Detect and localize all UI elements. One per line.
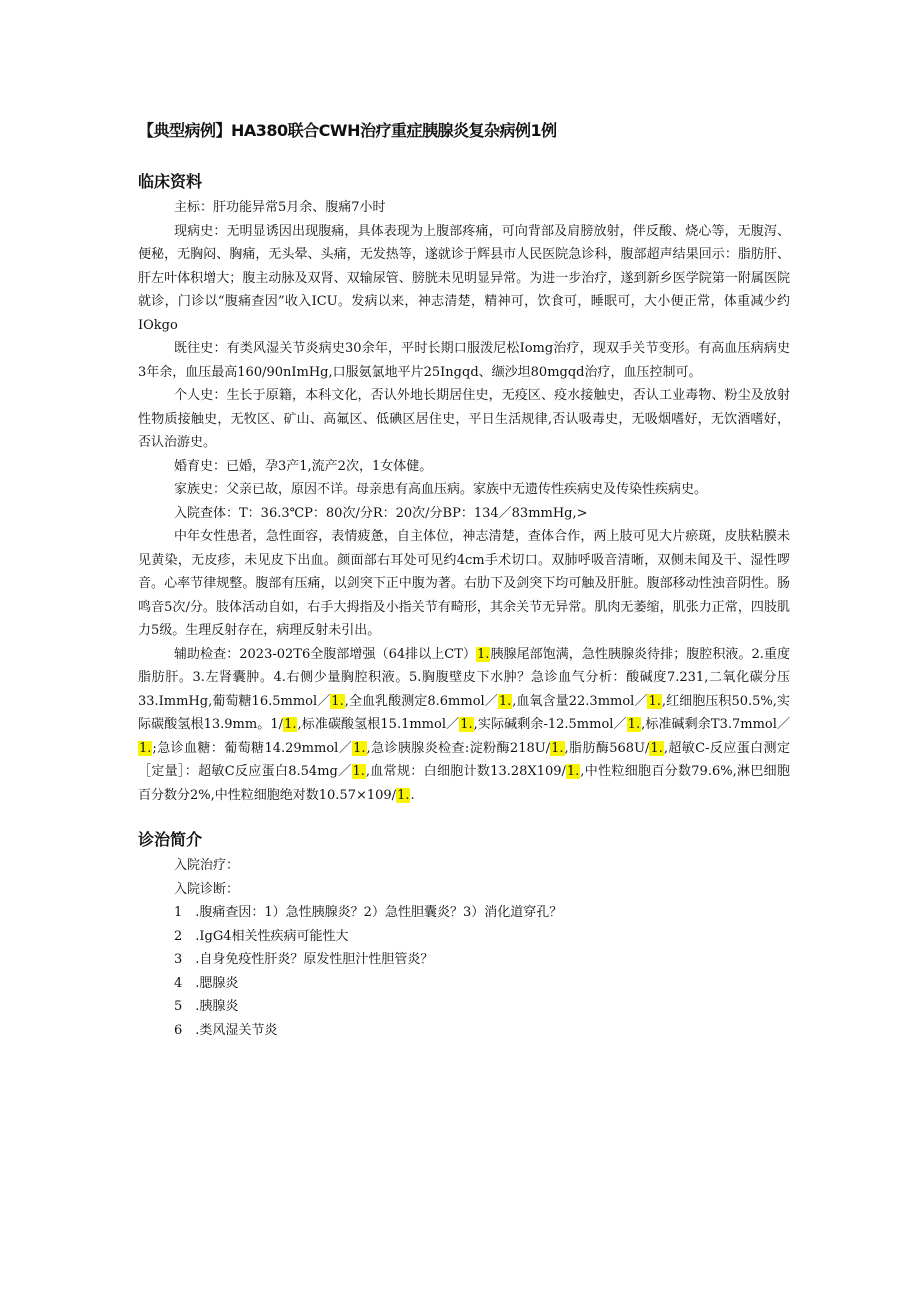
aux-exam-text: ,实际碱剩余-12.5mmol／ [473, 717, 627, 732]
diagnosis-item: 2 .IgG4相关性疾病可能性大 [174, 928, 349, 944]
admission-exam: 入院查体：T：36.3℃P：80次/分R：20次/分BP：134／83mmHg,> [174, 505, 588, 521]
highlighted-unit: 1. [648, 693, 661, 709]
highlighted-unit: 1. [627, 717, 641, 732]
highlighted-unit: 1. [139, 740, 152, 756]
diagnosis-item: 5 .胰腺炎 [174, 999, 239, 1014]
aux-exam-text: ,血氧含量22.3mmol／ [512, 693, 648, 709]
clinical-data-body [138, 196, 790, 807]
diagnosis-item: 4 .腮腺炎 [174, 975, 239, 991]
aux-exam-text: ,急诊胰腺炎检查:淀粉酶218U/ [366, 740, 551, 756]
diagnosis-item: 1 .腹痛查因：1）急性胰腺炎？2）急性胆囊炎？3）消化道穿孔？ [174, 905, 563, 920]
past-history: 既往史：有类风湿关节炎病史30余年，平时长期口服泼尼松Iomg治疗，现双手关节变形。有高血压病病史3年余，血压最高160/90nImHg,口服氨氯地平片25Ingqd、缬沙坦80mgqd治疗，血压控制可。 [138, 341, 790, 380]
highlighted-unit: 1. [352, 764, 365, 779]
highlighted-unit: 1. [477, 646, 490, 662]
aux-exam-text: ,血常规：白细胞计数13.28X109/ [365, 764, 566, 779]
highlighted-unit: 1. [566, 764, 580, 779]
highlighted-unit: 1. [353, 740, 366, 756]
aux-exam-text: ,标准碱剩余T3.7mmol／ [641, 717, 790, 732]
aux-exam-text: 辅助检查：2023-02T6全腹部增强（64排以上CT） [174, 646, 477, 662]
highlighted-unit: 1. [460, 717, 473, 732]
highlighted-unit: 1. [284, 717, 297, 732]
aux-exam-text: ,红细胞压积50.5%,实际碳酸氢根13.9mm。1/ [138, 693, 790, 732]
aux-exam-text: ,超敏C-反应蛋白测定［定量］：超敏C反应蛋白8.54mg／ [138, 740, 790, 779]
treatment-summary-body [138, 854, 790, 1042]
highlighted-unit: 1. [397, 787, 410, 803]
aux-exam-text: ;急诊血糖：葡萄糖14.29mmol／ [152, 740, 353, 756]
marital-history: 婚育史：已婚，孕3产1,流产2次，1女体健。 [174, 458, 433, 474]
admission-treatment-label: 入院治疗： [174, 858, 240, 873]
diagnosis-item: 6 .类风湿关节炎 [174, 1022, 278, 1038]
aux-exam-text: ,标准碳酸氢根15.1mmol／ [297, 717, 460, 732]
highlighted-unit: 1. [650, 740, 663, 756]
document-title: 【典型病例】HA380联合CWH治疗重症胰腺炎复杂病例1例 [138, 121, 557, 140]
aux-exam-text: 胰腺尾部饱满，急性胰腺炎待排；腹腔积液。2.重度脂肪肝。3.左肾囊肿。4.右侧少量胸腔积液。5.胸腹壁皮下水肿？急诊血气分析：酸碱度7.231,二氧化碳分压33.ImmHg,葡萄糖16.5mmol／ [138, 646, 790, 709]
family-history: 家族史：父亲已故，原因不详。母亲患有高血压病。家族中无遗传性疾病史及传染性疾病史。 [174, 482, 708, 497]
admission-diagnosis-label: 入院诊断： [174, 881, 240, 897]
section-heading-clinical-data: 临床资料 [138, 172, 203, 191]
highlighted-unit: 1. [331, 693, 344, 709]
highlighted-unit: 1. [551, 740, 564, 756]
highlighted-unit: 1. [498, 693, 512, 709]
section-heading-treatment-summary: 诊治简介 [138, 830, 203, 849]
aux-exam-text: ,全血乳酸测定8.6mmol／ [344, 693, 498, 709]
present-illness: 现病史：无明显诱因出现腹痛，具体表现为上腹部疼痛，可向背部及肩膀放射，伴反酸、烧心等，无腹泻、便秘，无胸闷、胸痛，无头晕、头痛，无发热等，遂就诊于辉县市人民医院急诊科，腹部超声结果回示：脂肪肝、肝左叶体积增大；腹主动脉及双肾、双输尿管、膀胱未见明显异常。为进一步治疗，遂到新乡医学院第一附属医院就诊，门诊以“腹痛查因”收入ICU。发病以来，神志清楚，精神可，饮食可，睡眠可，大小便正常，体重减少约IOkgo [138, 223, 790, 333]
document-page [138, 118, 790, 1042]
physical-exam: 中年女性患者，急性面容，表情疲惫，自主体位，神志清楚，查体合作，两上肢可见大片瘀斑，皮肤粘膜未见黄染，无皮疹，未见皮下出血。颜面部右耳处可见约4cm手术切口。双肺呼吸音清晰，双侧未闻及干、湿性啰音。心率节律规整。腹部有压痛，以剑突下正中腹为著。右肋下及剑突下均可触及肝脏。腹部移动性浊音阴性。肠鸣音5次/分。肢体活动自如，右手大拇指及小指关节有畸形，其余关节无异常。肌肉无萎缩，肌张力正常，四肢肌力5级。生理反射存在，病理反射未引出。 [138, 529, 790, 638]
aux-exam-text: ,脂肪酶568U/ [564, 740, 650, 756]
aux-exam-text: . [410, 787, 415, 803]
diagnosis-item: 3 .自身免疫性肝炎？原发性胆汁性胆管炎？ [174, 952, 434, 967]
aux-exam-text: ,中性粒细胞百分数79.6%,淋巴细胞百分数分2%,中性粒细胞绝对数10.57×109/ [138, 764, 790, 803]
auxiliary-exam [138, 643, 790, 808]
personal-history: 个人史：生长于原籍，本科文化，否认外地长期居住史，无疫区、疫水接触史，否认工业毒物、粉尘及放射性物质接触史，无牧区、矿山、高氟区、低碘区居住史，平日生活规律,否认吸毒史，无吸烟嗜好，无饮酒嗜好，否认治游史。 [138, 388, 790, 450]
chief-complaint: 主标：肝功能异常5月余、腹痛7小时 [174, 200, 386, 215]
